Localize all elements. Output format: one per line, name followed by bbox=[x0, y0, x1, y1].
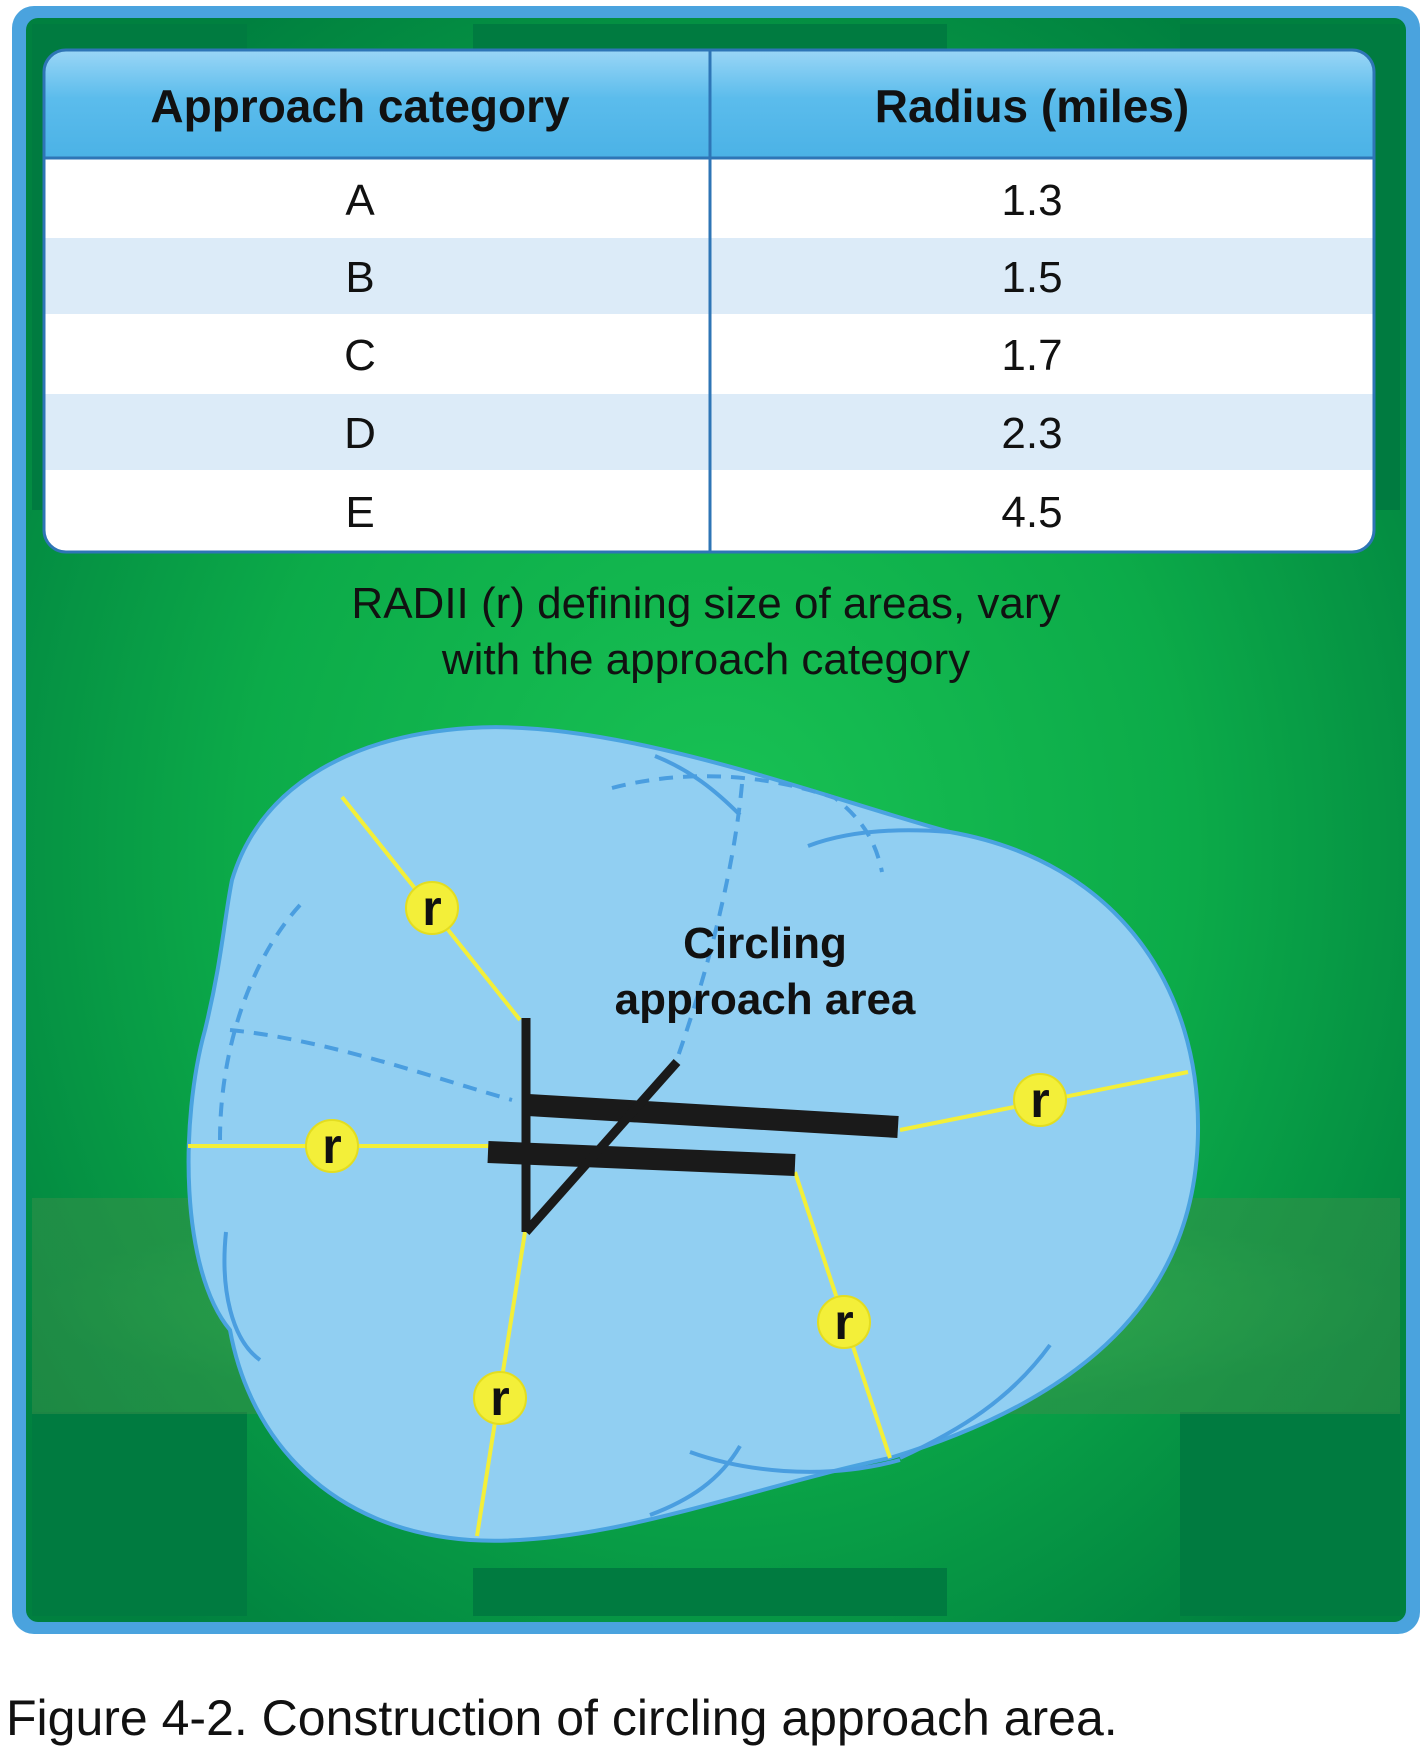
table-cell-category: E bbox=[345, 488, 375, 537]
radii-note-line1: RADII (r) defining size of areas, vary bbox=[351, 579, 1061, 628]
table-header-category: Approach category bbox=[150, 80, 570, 132]
radius-marker bbox=[818, 1294, 870, 1350]
svg-text:r: r bbox=[834, 1294, 854, 1350]
area-label-line2: approach area bbox=[614, 975, 916, 1024]
table-header-radius: Radius (miles) bbox=[874, 80, 1190, 132]
table-cell-radius: 1.7 bbox=[1001, 331, 1063, 380]
radius-marker bbox=[406, 880, 458, 936]
radius-marker bbox=[306, 1118, 358, 1174]
approach-category-table bbox=[44, 50, 1374, 552]
radius-marker bbox=[1014, 1072, 1066, 1128]
table-cell-category: C bbox=[344, 331, 376, 380]
figure-caption: Figure 4-2. Construction of circling approach area. bbox=[6, 1690, 1118, 1746]
table-cell-category: D bbox=[344, 409, 376, 458]
table-cell-radius: 1.5 bbox=[1001, 253, 1063, 302]
svg-text:r: r bbox=[422, 880, 442, 936]
table-cell-radius: 2.3 bbox=[1001, 409, 1063, 458]
table-cell-radius: 1.3 bbox=[1001, 176, 1063, 225]
svg-text:r: r bbox=[322, 1118, 342, 1174]
svg-text:r: r bbox=[1030, 1072, 1050, 1128]
radii-note-line2: with the approach category bbox=[441, 635, 971, 684]
table-cell-category: B bbox=[345, 253, 375, 302]
table-cell-category: A bbox=[345, 176, 375, 225]
radius-marker bbox=[474, 1370, 526, 1426]
runway bbox=[488, 1152, 795, 1165]
table-cell-radius: 4.5 bbox=[1001, 488, 1063, 537]
area-label-line1: Circling bbox=[683, 919, 847, 968]
svg-text:r: r bbox=[490, 1370, 510, 1426]
